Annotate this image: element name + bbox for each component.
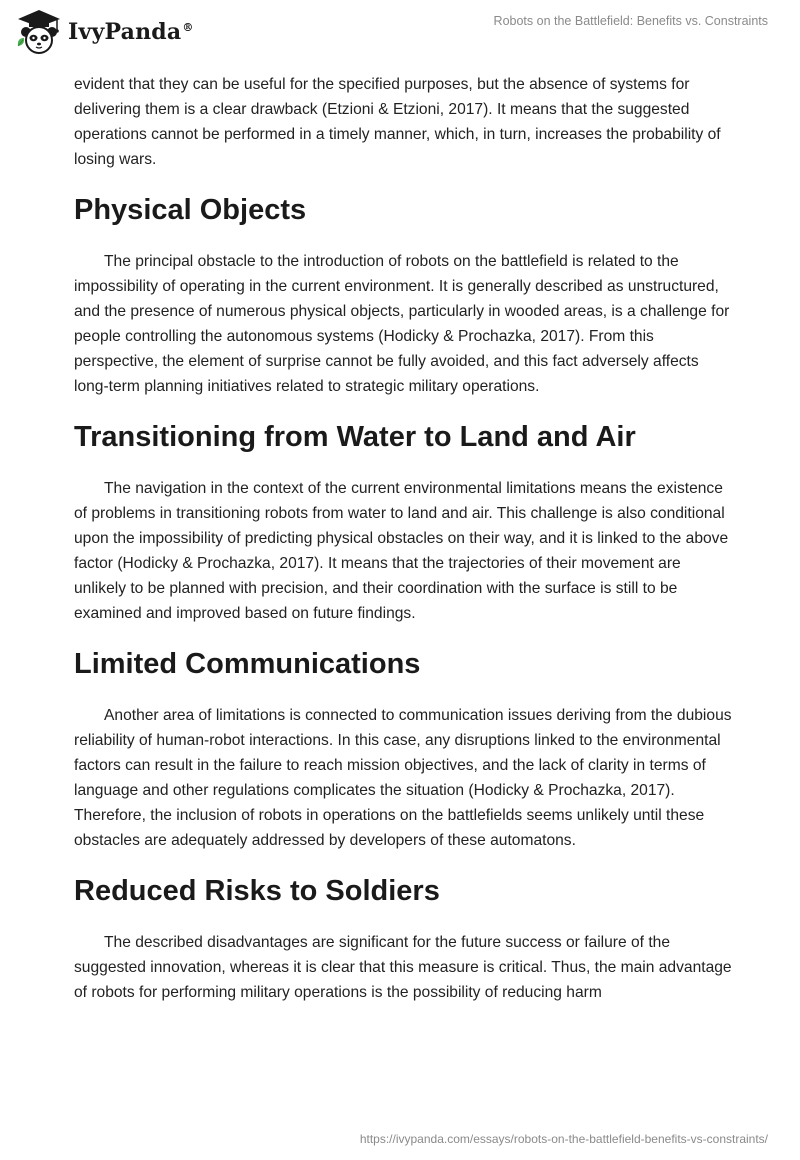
- section-paragraph-physical-objects: The principal obstacle to the introduction of robots on the battlefield is related to the impossibility of operating in the current environment. It is generally described as unstructured, and the presence of numerous physical objects, particularly in wooded areas, is a challenge for people controlling the autonomous systems (Hodicky & Prochazka, 2017). From this perspective, the element of surprise cannot be fully avoided, and this fact adversely affects long-term planning initiatives related to strategic military operations.: [74, 253, 730, 395]
- section-paragraph-reduced-risks: The described disadvantages are significant for the future success or failure of the suggested innovation, whereas it is clear that this measure is critical. Thus, the main advantage of robots for performing military operations is the possibility of reducing harm: [74, 934, 732, 1001]
- logo-wordmark: IvyPanda®: [68, 19, 194, 45]
- section-paragraph-limited-communications: Another area of limitations is connected to communication issues deriving from the dubious reliability of human-robot interactions. In this case, any disruptions linked to the environmental factors can result in the failure to reach mission objectives, and the lack of clarity in terms of language and other regulations complicates the situation (Hodicky & Prochazka, 2017). Therefore, the inclusion of robots in operations on the battlefields seems unlikely until these obstacles are adequately addressed by developers of these automatons.: [74, 707, 732, 849]
- section-heading-physical-objects: Physical Objects: [74, 194, 307, 226]
- section-heading-reduced-risks: Reduced Risks to Soldiers: [74, 875, 440, 907]
- ivypanda-logo[interactable]: [14, 8, 194, 56]
- footer-source-url[interactable]: https://ivypanda.com/essays/robots-on-the-battlefield-benefits-vs-constraints/: [359, 1132, 768, 1146]
- section-paragraph-transitioning: The navigation in the context of the current environmental limitations means the existence of problems in transitioning robots from water to land and air. This challenge is also conditional upon the impossibility of predicting physical obstacles on their way, and it is linked to the above factor (Hodicky & Prochazka, 2017). It means that the trajectories of their movement are unlikely to be planned with precision, and their coordination with the surface is still to be examined and improved based on future findings.: [74, 480, 729, 622]
- essay-content: [74, 72, 734, 1005]
- document-title: Robots on the Battlefield: Benefits vs. Constraints: [493, 14, 768, 28]
- section-heading-transitioning: Transitioning from Water to Land and Air: [74, 421, 636, 453]
- registered-mark: ®: [182, 20, 194, 34]
- page-header: [0, 0, 800, 70]
- section-heading-limited-communications: Limited Communications: [74, 648, 421, 680]
- panda-logo-icon: [14, 8, 64, 56]
- intro-paragraph: evident that they can be useful for the specified purposes, but the absence of systems for delivering them is a clear drawback (Etzioni & Etzioni, 2017). It means that the suggested operations cannot be performed in a timely manner, which, in turn, increases the probability of losing wars.: [74, 76, 721, 168]
